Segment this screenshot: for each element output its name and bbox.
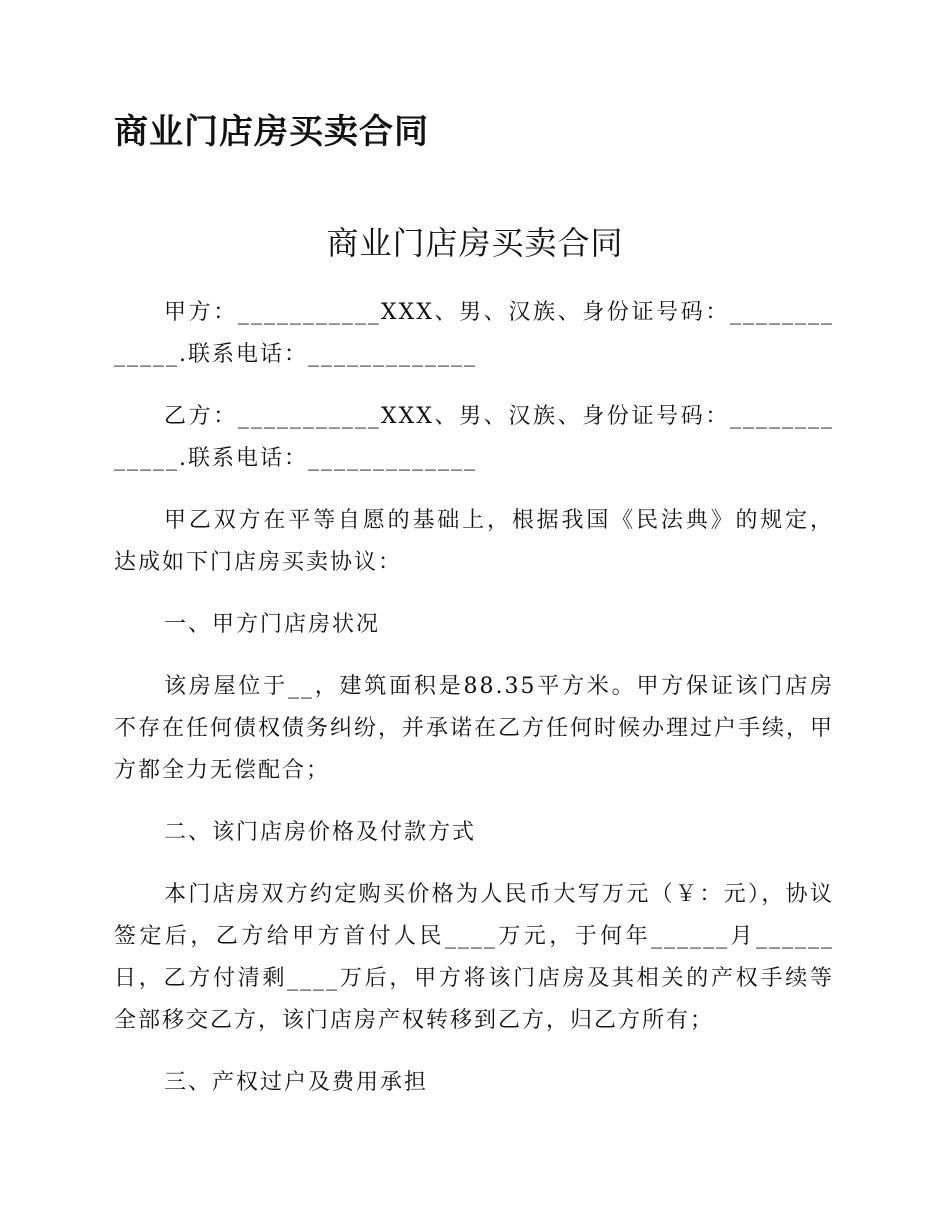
section-heading-property-status: 一、甲方门店房状况 [164, 612, 381, 637]
document-header-title: 商业门店房买卖合同 [114, 112, 429, 152]
section-heading-price-payment: 二、该门店房价格及付款方式 [164, 820, 477, 845]
price-payment-paragraph: 本门店房双方约定购买价格为人民币大写万元（￥：元），协议签定后，乙方给甲方首付人民____万元，于何年______月______日，乙方付清剩____万后，甲方将该门店房及其相关的产权手续等全部移交乙方，该门店房产权转移到乙方，归乙方所有； [114, 882, 834, 1033]
property-status-paragraph: 该房屋位于__，建筑面积是88.35平方米。甲方保证该门店房不存在任何债权债务纠纷，并承诺在乙方任何时候办理过户手续，甲方都全力无偿配合； [114, 674, 835, 783]
contract-body [114, 292, 834, 1124]
party-a-info: 甲方：___________XXX、男、汉族、身份证号码：_____________.联系电话：_____________ [114, 300, 834, 367]
party-b-info: 乙方：___________XXX、男、汉族、身份证号码：_____________.联系电话：_____________ [114, 404, 834, 471]
contract-title: 商业门店房买卖合同 [326, 224, 624, 262]
agreement-preamble: 甲乙双方在平等自愿的基础上，根据我国《民法典》的规定，达成如下门店房买卖协议： [114, 508, 834, 575]
section-heading-transfer-fees: 三、产权过户及费用承担 [164, 1070, 429, 1095]
